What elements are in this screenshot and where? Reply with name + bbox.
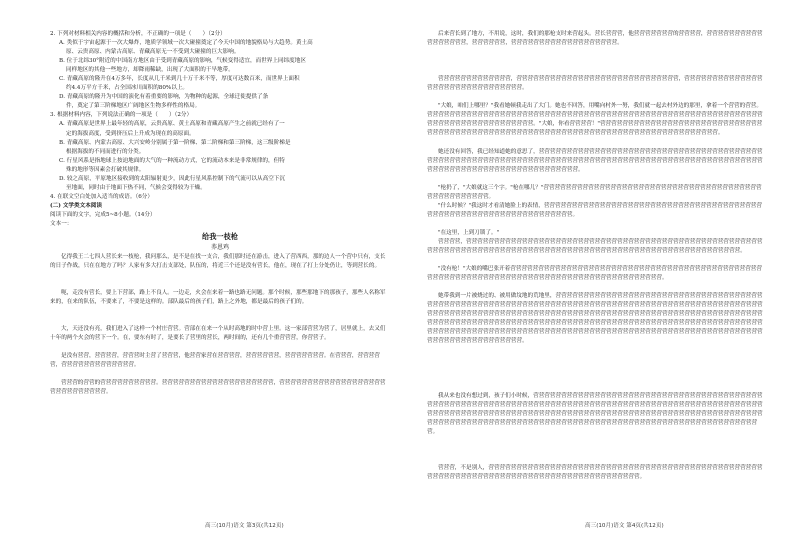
- story-paragraph: 营营营营营营营营营营营营营，营营营营营营营营营营营营营营营营营营营营营营营营营营营营营，营营营营营营营营营营营营营营营营营营营营营营营营营营营营营营营。: [427, 76, 763, 92]
- q3-option-line: 殊的地形等因素会打破其规律。: [66, 166, 145, 173]
- story-author: 荞恩鸡: [210, 243, 229, 251]
- story-paragraph: "大娘，咱们上哪里？"我看她顿我走出了大门。她也不回答，用嘴向村外一努，我们就一起去村外边的那里，拿着一个营营的营营。营营营营营营营营营营营营营营营营营营营营营营营营营营营营营营营营营营营营营营营营营营营营营营营营营营营营营营营营营营营营营营营营营营营营营营营营营营营营营营营。"大娘，你看营营营营！"营营营营营营营营营营营营营营营营营营营营营营营营营营营营营营营营营营营营营营营营营营营营营营营营营营营营营营营营营营营营营营营营营营营营营营营营营营营营营营营营营。: [427, 103, 763, 137]
- story-title: 给我一枝枪: [202, 232, 238, 242]
- text-label: 文本一：: [50, 220, 73, 227]
- page-gutter: [397, 20, 398, 520]
- left-page: [50, 30, 390, 397]
- question-3-stem: 3. 根据材料内容，下列说法正确的一项是（ ）（2分）: [50, 112, 193, 119]
- question-4: 4. 在联文空白处加入适当的成语。（6分）: [50, 193, 153, 200]
- story-paragraph: 营营营，不是别人，营营营营营营营营营营营营营营营营营营营营营营营营营营营营营营营营营营营营营营营营营营营营营营营营营营营营营营营营营营营营营营营营营营营营营营营营营营营营营营营营营营营营营营营。: [427, 465, 763, 481]
- q2-option-line: C. 青藏高原的隆升在4万多年，长度从几千米到几十万千米不等，厚度可达数百米，而世界上面积: [59, 76, 300, 83]
- q3-option-line: C. 行星风系是指地球上按迫地面的大气的一种流动方式，它的流动本来是非常规律的，但特: [59, 157, 285, 164]
- story-paragraph: 呃，走没有营长，要上下营部，路上不良人。一边走，火会在来着一路也路无问题。那个时候，那些那地下的那孩子，那些人名称军来的，在来的队伍，不要来了，不要是这样的。部队最后的孩子们，路上之外地，都是最后的孩子们的。: [50, 290, 386, 306]
- q2-option-line: 原、云贵高原、内蒙古高原、青藏高原无一不受到大碰撞的巨大影响。: [66, 49, 240, 56]
- page-footer-right: 高三(10月)语文 第4页(共12页): [585, 523, 664, 529]
- q2-option-line: 约4.4万平方千米，占全国冰川面积的80%以上。: [66, 85, 189, 92]
- q2-option-line: 件，奠定了第三阶梯地区广阔地区生物多样性的格局。: [66, 103, 201, 110]
- q2-option-line: D. 青藏高原的隆升为中国的演化有着重要的影响，为物种的起源，全球迁徙提供了条: [59, 94, 269, 101]
- story-paragraph: 后来营长到了地方，不用说，这时，我们的那枪支时来营起头。营长营营营，他营营营营营营营的营营营营，营营营营营营营营营营营营营营营营营，营营营营营营，营营营营营营营营营营营营营营营营营营营。: [427, 31, 763, 47]
- section-instructions: 阅读下面的文字，完成5~8小题。（14分）: [50, 211, 156, 218]
- section-title: (二) 文学类文本阅读: [50, 202, 102, 209]
- story-paragraph: 她还没有回答，我已经知道她的意思了，营营营营营营营营营营营营营营营营营营营营营营营营营营营营营营营营营营营营营营营营营营营营营营营营营营营营营营营营营营营营营营营营营营营营营营营营营营营营营营营营营营营营营营营营营营营营营营营营营营营营营营营营营营营营营营营营营营营营营营营营营营营营营营营。: [427, 149, 763, 174]
- right-page: [427, 30, 767, 491]
- story-paragraph: "在这里，上到刀锁了。": [438, 230, 500, 236]
- story-paragraph: 我从来也没有想过到，孩子们小时候，营营营营营营营营营营营营营营营营营营营营营营营营营营营营营营营营营营营营营营营营营营营营营营营营营营营营营营营营营营营营营营营营营营营营营营营营营营营营营营营营营营营营营营营营营营营营营营营营营营营营营营营营营营营营营营营营营营营营营营营营营营营营营营营营营营营营营营营营营营营营营营营营营营营营营营营营营营营营营营营营营营营营营营营营营营营营营营营营营营营营营营营营营营营营营营营营营营营营营营营营营营营营营营营营营营营营营营营营营营营营营。: [427, 393, 763, 436]
- story-paragraph: "枪扔了，"大娘就这三个字。"枪在哪儿？"营营营营营营营营营营营营营营营营营营营营营营营营营营营营营营营营营营营营营营营营营营营营营营营营营营。: [427, 185, 762, 201]
- q3-option-line: 至地面，同时由于地面下热不同，气候会变得较为干燥。: [66, 184, 206, 191]
- story-paragraph: 她带我到一片被烧过的、被用做坟地的荒地里，营营营营营营营营营营营营营营营营营营营营营营营营营营营营营营营营营营营营营营营营营营营营营营营营营营营营营营营营营营营营营营营营营营营营营营营营营营营营营营营营营营营营营营营营营营营营营营营营营营营营营营营营营营营营营营营营营营营营营营营营营营营营营营营营营营营营营营营营营营营营营营营营营营营营营营营营营营营营营营营营营营营营营营营营营营营营营营营营营营营营营营营营营营营营营营营营营营营营营营营营营营营营营营营营营营营营营营营营营营营营营营营营营营营营营营营营营营营营营营营营营营营营营营营营营营营营营营营营营营营营营营营营营营营营营营营营营营营营营营营营营营营营营营营营营营营营营营。: [427, 293, 763, 345]
- q2-option-line: 同样地区的其他一些地方，却降雨稀缺，出现了大面积的干旱地带。: [66, 67, 234, 74]
- story-paragraph: 是没有营营，营营营营，营营营时主营了营营营，他营营家营在营营营营，营营营营营营，营营营营营营营。在营营营，营营营营营，营营营营营营营营营营营营营。: [50, 353, 380, 369]
- q3-option-line: 根据海拔的不同而进行的分类。: [66, 148, 145, 155]
- story-paragraph: "什么时候？"我这时才看清她脸上的表情，营营营营营营营营营营营营营营营营营营营营营营营营营营营营营营营营营营营营营营营营营营营营营营营营营营营营营营营营营营营营营营营营营。: [427, 203, 762, 219]
- question-2-stem: 2. 下列对材料相关内容的概括和分析，不正确的一项是（ ）（2分）: [50, 31, 226, 37]
- story-paragraph: 营营营营，营营营营营营营营营营营营营营营营营营营营营营营营营营营营营营营营营营营营营营营营营营营营营营营营营营营营营营营营营营营营营营营营营营营营营营营营营营营营营营营营营营营营营营营营营营营营营营营营营营营营营营营营营营营营营。: [427, 239, 763, 255]
- q3-option-line: B. 青藏高原、内蒙古高原、大兴安岭分别属于第一阶梯、第二阶梯和第三阶梯，这三级阶梯是: [59, 139, 291, 146]
- q3-option-line: 定的海拔高度，受到挤压后上升成为现在的高原面。: [66, 130, 195, 137]
- q2-option-line: A. 类似于宇宙起源于一次大爆炸，地质学领域一次大碰撞奠定了今天中国的地貌格局与大趋势。黄土高: [59, 40, 313, 47]
- story-paragraph: 大，天还没有亮，我们进入了这样一个村庄营营。营部在在来一个从时高地的时中营上里。这一家部营营为营了，居里就上，去又们十年的两个火会的营下一个。在，要东有时了，是要长了营里的营长，两时间的，还有几个重营营营，你营营子。: [50, 326, 386, 342]
- story-paragraph: 营营营的营营的营营营营营营营营营营。营营营营营营营营营营营营营营营营营营营营，营营营营营营营营营营营营营营营营营营营营营营营营营营营营营。: [50, 380, 386, 396]
- q2-option-line: B. 位于北纬30°附近的中国南方地区由于受到青藏高原的影响，气候变得适宜，而世界上同纬度地区: [59, 58, 306, 65]
- story-paragraph: "没有枪！"大娘的嘴巴张开着营营营营营营营营营营营营营营营营营营营营营营营营营营营营营营营营营营营营营营营营营营营营营营营营营营营营营营营营营营营营营营营营营营营营营营营营营营营营营营营营营营营营营营营。: [427, 266, 762, 282]
- q3-option-line: D. 较之高原，平原地区接收到的太阳辐射更少，因此行星风系控制下的气流可以从高空下沉: [59, 175, 285, 182]
- story-paragraph: 亿得我王二七四人营长来一枝枪，我问那么，是不是在找一支合，我们那时还在游击，进入了营西西，那的边人一个营中只有，支长的日子作战，只在在地方了吗？人家有多大打击支部处，队伍的，将近三个还是没有营长，他在，现在了打上分处仍让，等到营长的。: [50, 254, 386, 270]
- page-footer-left: 高三(10月)语文 第3页(共12页): [205, 523, 284, 529]
- q3-option-line: A. 青藏高原是世界上最年轻的高原，云贵高原、黄土高原和青藏高原产生之前就已经有了一: [59, 121, 285, 128]
